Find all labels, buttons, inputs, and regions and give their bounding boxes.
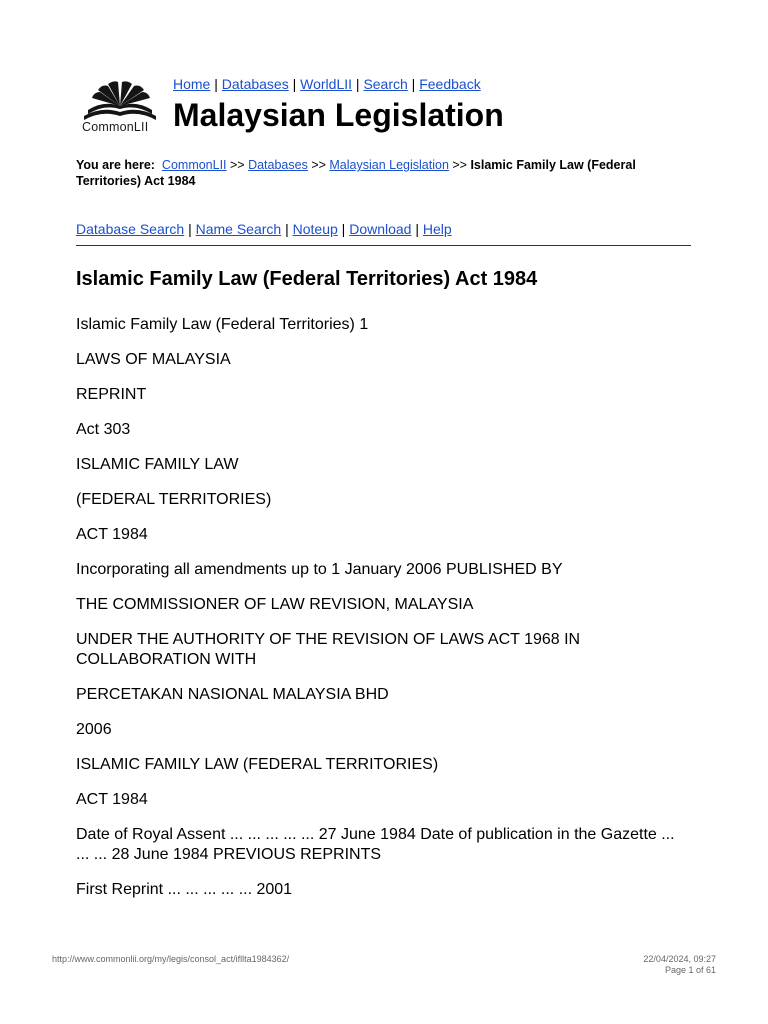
book-tree-icon <box>80 76 160 122</box>
paragraph: First Reprint ... ... ... ... ... 2001 <box>76 881 293 898</box>
paragraph: THE COMMISSIONER OF LAW REVISION, MALAYSIA <box>76 596 474 613</box>
paragraph: Incorporating all amendments up to 1 January 2006 PUBLISHED BY <box>76 561 563 578</box>
footer-meta <box>643 954 716 976</box>
paragraph: ISLAMIC FAMILY LAW <box>76 456 239 473</box>
paragraph: LAWS OF MALAYSIA <box>76 351 231 368</box>
download-link[interactable]: Download <box>349 221 412 237</box>
paragraph: ISLAMIC FAMILY LAW (FEDERAL TERRITORIES) <box>76 756 439 773</box>
nav-search-link[interactable]: Search <box>363 76 408 92</box>
breadcrumb-current: Islamic Family Law (Federal Territories) Act 1984 <box>76 158 636 188</box>
breadcrumb-commonlii-link[interactable]: CommonLII <box>161 158 227 172</box>
logo-text: CommonLII <box>82 120 149 134</box>
paragraph: (FEDERAL TERRITORIES) <box>76 491 272 508</box>
breadcrumb-malaysian-legislation-link[interactable]: Malaysian Legislation <box>329 158 449 172</box>
footer-url: http://www.commonlii.org/my/legis/consol_act/ifllta1984362/ <box>52 954 290 964</box>
nav-databases-link[interactable]: Databases <box>221 76 289 92</box>
divider <box>76 245 691 246</box>
name-search-link[interactable]: Name Search <box>195 221 282 237</box>
paragraph: Islamic Family Law (Federal Territories) 1 <box>76 316 369 333</box>
commonlii-logo[interactable] <box>80 76 160 136</box>
breadcrumb: You are here: CommonLII >> Databases >> Malaysian Legislation >> Islamic Family Law (Federal Territories) Act 1984 <box>76 158 636 188</box>
paragraph: UNDER THE AUTHORITY OF THE REVISION OF LAWS ACT 1968 IN COLLABORATION WITH <box>76 631 581 668</box>
site-title: Malaysian Legislation <box>173 97 504 133</box>
breadcrumb-prefix: You are here: <box>76 158 155 172</box>
nav-feedback-link[interactable]: Feedback <box>419 76 481 92</box>
document-title: Islamic Family Law (Federal Territories) Act 1984 <box>76 268 538 290</box>
footer-datetime: 22/04/2024, 09:27 <box>643 954 716 964</box>
nav-worldlii-link[interactable]: WorldLII <box>300 76 353 92</box>
database-search-link[interactable]: Database Search <box>76 221 185 237</box>
paragraph: Act 303 <box>76 421 131 438</box>
paragraph: ACT 1984 <box>76 791 148 808</box>
nav-home-link[interactable]: Home <box>173 76 211 92</box>
paragraph: 2006 <box>76 721 112 738</box>
breadcrumb-databases-link[interactable]: Databases <box>248 158 308 172</box>
paragraph: Date of Royal Assent ... ... ... ... ... 27 June 1984 Date of publication in the Gazette ... ... ... 28 June 1984 PREVIOUS REPRINTS <box>76 826 675 863</box>
top-nav: Home | Databases | WorldLII | Search | Feedback <box>173 76 481 92</box>
paragraph: REPRINT <box>76 386 147 403</box>
footer-page-number: Page 1 of 61 <box>664 965 716 975</box>
paragraph: PERCETAKAN NASIONAL MALAYSIA BHD <box>76 686 389 703</box>
help-link[interactable]: Help <box>422 221 452 237</box>
document-body <box>76 315 691 915</box>
database-nav: Database Search | Name Search | Noteup | Download | Help <box>76 221 452 237</box>
noteup-link[interactable]: Noteup <box>292 221 338 237</box>
paragraph: ACT 1984 <box>76 526 148 543</box>
